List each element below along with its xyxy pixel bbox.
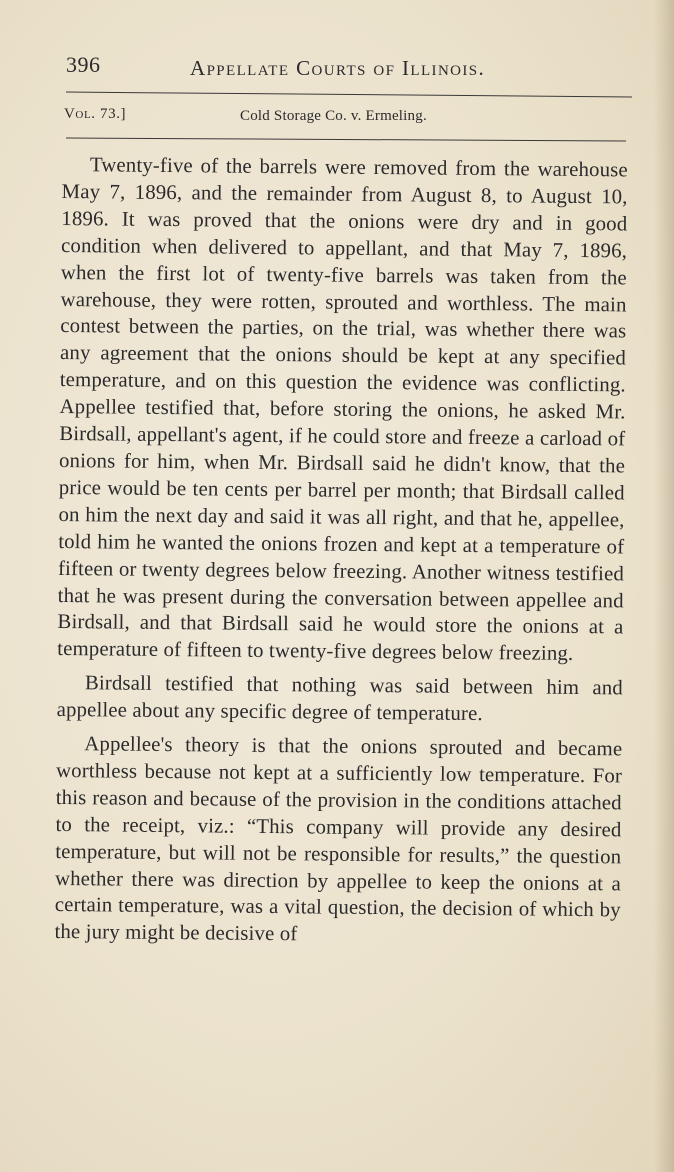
- journal-title: Appellate Courts of Illinois.: [190, 56, 486, 80]
- running-head: [66, 52, 536, 82]
- page-number: 396: [66, 52, 101, 77]
- header-rule-bottom: [66, 138, 626, 142]
- paragraph: Birdsall testified that nothing was said between him and appellee about any specific degree of temperature.: [56, 671, 623, 726]
- page-edge-shadow: [654, 0, 674, 1172]
- body-text: [54, 152, 628, 952]
- volume-label: Vol. 73.]: [64, 106, 127, 122]
- case-title: Cold Storage Co. v. Ermeling.: [240, 108, 427, 124]
- paragraph: Appellee's theory is that the onions sprouted and became worthless because not kept at a sufficiently low temperature. For this reason and because of the provision in the conditions attached to the receipt, viz.: “This company will provide any desired temperature, but will not be responsible for results,” the question whether there was direction by appellee to keep the onions at a certain temperature, was a vital question, the decision of which by the jury might be decisive of: [54, 732, 623, 946]
- header-rule-top: [66, 92, 632, 98]
- paragraph: Twenty-five of the barrels were removed from the warehouse May 7, 1896, and the remainder from August 8, to August 10, 1896. It was proved that the onions were dry and in good condition when delivered to appellant, and that May 7, 1896, when the first lot of twenty-five barrels was taken from the warehouse, they were rotten, sprouted and worthless. The main contest between the parties, on the trial, was whether there was any agreement that the onions should be kept at any specified temperature, and on this question the evidence was conflicting. Appellee testified that, before storing the onions, he asked Mr. Birdsall, appellant's agent, if he could store and freeze a carload of onions for him, when Mr. Birdsall said he didn't know, that the price would be ten cents per barrel per month; that Birdsall called on him the next day and said it was all right, and that he, appellee, told him he wanted the onions frozen and kept at a temperature of fifteen or twenty degrees below freezing. Another witness testified that he was present during the conversation between appellee and Birdsall, and that Birdsall said he would store the onions at a temperature of fifteen to twenty-five degrees below freezing.: [57, 153, 628, 666]
